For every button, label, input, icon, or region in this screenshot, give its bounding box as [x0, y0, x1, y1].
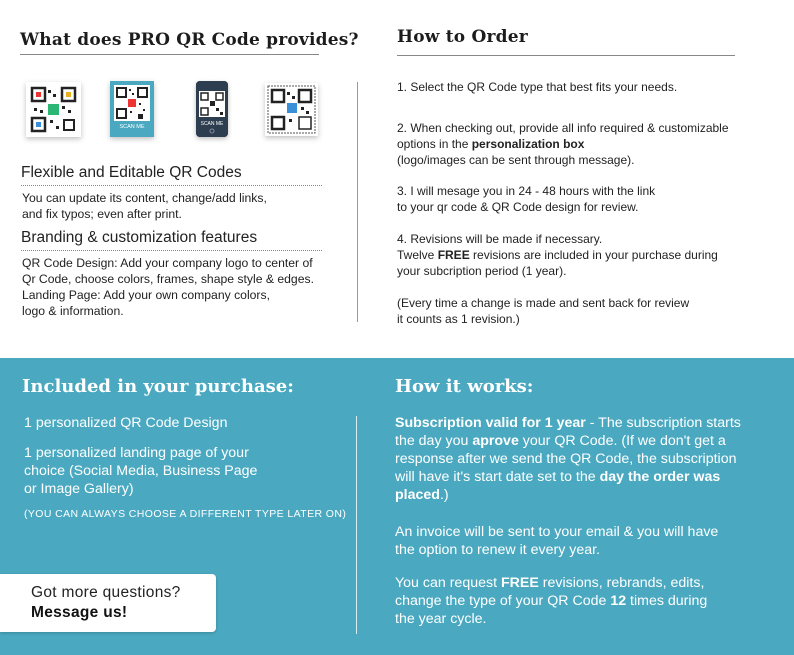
feature-branding-line: logo & information.: [22, 304, 124, 318]
works-text: .): [439, 487, 449, 503]
order-note-line: it counts as 1 revision.): [397, 312, 520, 326]
order-heading: How to Order: [397, 27, 528, 47]
feature-flexible-line: and fix typos; even after print.: [22, 207, 182, 221]
message-us-link[interactable]: Message us!: [31, 604, 128, 621]
order-note: [397, 295, 689, 327]
works-paragraph-invoice: [395, 523, 718, 559]
works-line: An invoice will be sent to your email & you will have: [395, 524, 719, 540]
works-text: the day you: [395, 433, 473, 449]
twelve-times-emphasis: 12: [610, 593, 627, 609]
personalization-box-emphasis: personalization box: [471, 137, 585, 151]
works-heading: How it works:: [395, 376, 534, 397]
works-line: [395, 574, 707, 592]
works-text: times during: [626, 593, 708, 609]
works-line: [395, 468, 741, 486]
provides-heading-rule: [20, 54, 319, 55]
qr-code-scan-me-teal-image: [110, 81, 154, 137]
order-step-4-line: [397, 247, 718, 263]
bottom-column-divider: [356, 416, 357, 634]
qr-code-plain-image: [26, 82, 81, 137]
feature-branding-line: QR Code Design: Add your company logo to center of: [22, 256, 313, 270]
order-step-4-line: 4. Revisions will be made if necessary.: [397, 232, 603, 246]
qr-code-framed-image: [265, 83, 318, 136]
order-step-2-text: options in the: [397, 137, 472, 151]
feature-branding-divider: [21, 250, 322, 251]
order-step-3: [397, 183, 655, 215]
feature-flexible-line: You can update its content, change/add links,: [22, 191, 267, 205]
works-paragraph-subscription: [395, 414, 741, 504]
qr-code-phone-image: [196, 81, 228, 137]
included-item-qr-design: 1 personalized QR Code Design: [24, 415, 228, 431]
feature-flexible-title: Flexible and Editable QR Codes: [21, 164, 242, 181]
phone-scan-me-label: SCAN ME: [200, 121, 224, 127]
subscription-emphasis: Subscription valid for 1 year: [395, 415, 586, 431]
order-heading-rule: [397, 55, 735, 56]
works-text: - The subscription starts: [585, 415, 741, 431]
order-step-2: [397, 120, 729, 168]
scan-me-label: SCAN ME: [119, 124, 145, 130]
works-text: You can request: [395, 575, 501, 591]
feature-branding-line: Landing Page: Add your own company colors,: [22, 288, 270, 302]
order-step-1: 1. Select the QR Code type that best fits your needs.: [397, 80, 678, 94]
message-us-card[interactable]: [0, 574, 216, 632]
works-line: [395, 414, 741, 432]
works-line: the option to renew it every year.: [395, 542, 601, 558]
works-line: [395, 486, 741, 504]
order-step-3-line: to your qr code & QR Code design for review.: [397, 200, 639, 214]
order-step-2-line: (logo/images can be sent through message).: [397, 153, 635, 167]
works-line: [395, 592, 707, 610]
feature-branding-line: Qr Code, choose colors, frames, shape style & edges.: [22, 272, 314, 286]
free-revisions-emphasis: FREE: [500, 575, 539, 591]
included-note: (YOU CAN ALWAYS CHOOSE A DIFFERENT TYPE LATER ON): [24, 508, 347, 520]
order-step-2-line: 2. When checking out, provide all info required & customizable: [397, 121, 729, 135]
order-step-3-line: 3. I will mesage you in 24 - 48 hours with the link: [397, 184, 656, 198]
order-date-emphasis: day the order was: [599, 469, 721, 485]
order-note-line: (Every time a change is made and sent back for review: [397, 296, 690, 310]
order-step-4-text: revisions are included in your purchase during: [469, 248, 718, 262]
works-text: your QR Code. (If we don't get a: [518, 433, 726, 449]
works-paragraph-revisions: [395, 574, 707, 628]
included-item-landing-page: [24, 444, 257, 498]
included-item-line: choice (Social Media, Business Page: [24, 463, 258, 479]
works-line: the year cycle.: [395, 611, 487, 627]
works-line: [395, 432, 741, 450]
order-step-4-line: your subcription period (1 year).: [397, 264, 567, 278]
order-step-4: [397, 231, 718, 279]
top-column-divider: [357, 82, 358, 322]
feature-branding-title: Branding & customization features: [21, 229, 258, 246]
works-line: response after we send the QR Code, the subscription: [395, 451, 737, 467]
works-text: revisions, rebrands, edits,: [538, 575, 705, 591]
included-item-line: 1 personalized landing page of your: [24, 445, 249, 461]
order-step-2-line: [397, 136, 729, 152]
included-heading: Included in your purchase:: [22, 376, 294, 397]
cta-question: Got more questions?: [31, 584, 181, 601]
feature-flexible-divider: [21, 185, 322, 186]
aprove-emphasis: aprove: [472, 433, 519, 449]
placed-emphasis: placed: [395, 487, 440, 503]
works-text: will have it's start date set to the: [395, 469, 600, 485]
feature-branding-body: [22, 255, 314, 319]
order-step-4-text: Twelve: [397, 248, 438, 262]
free-emphasis: FREE: [437, 248, 470, 262]
feature-flexible-body: [22, 190, 267, 222]
provides-heading: What does PRO QR Code provides?: [20, 30, 359, 50]
works-text: change the type of your QR Code: [395, 593, 611, 609]
included-item-line: or Image Gallery): [24, 481, 134, 497]
